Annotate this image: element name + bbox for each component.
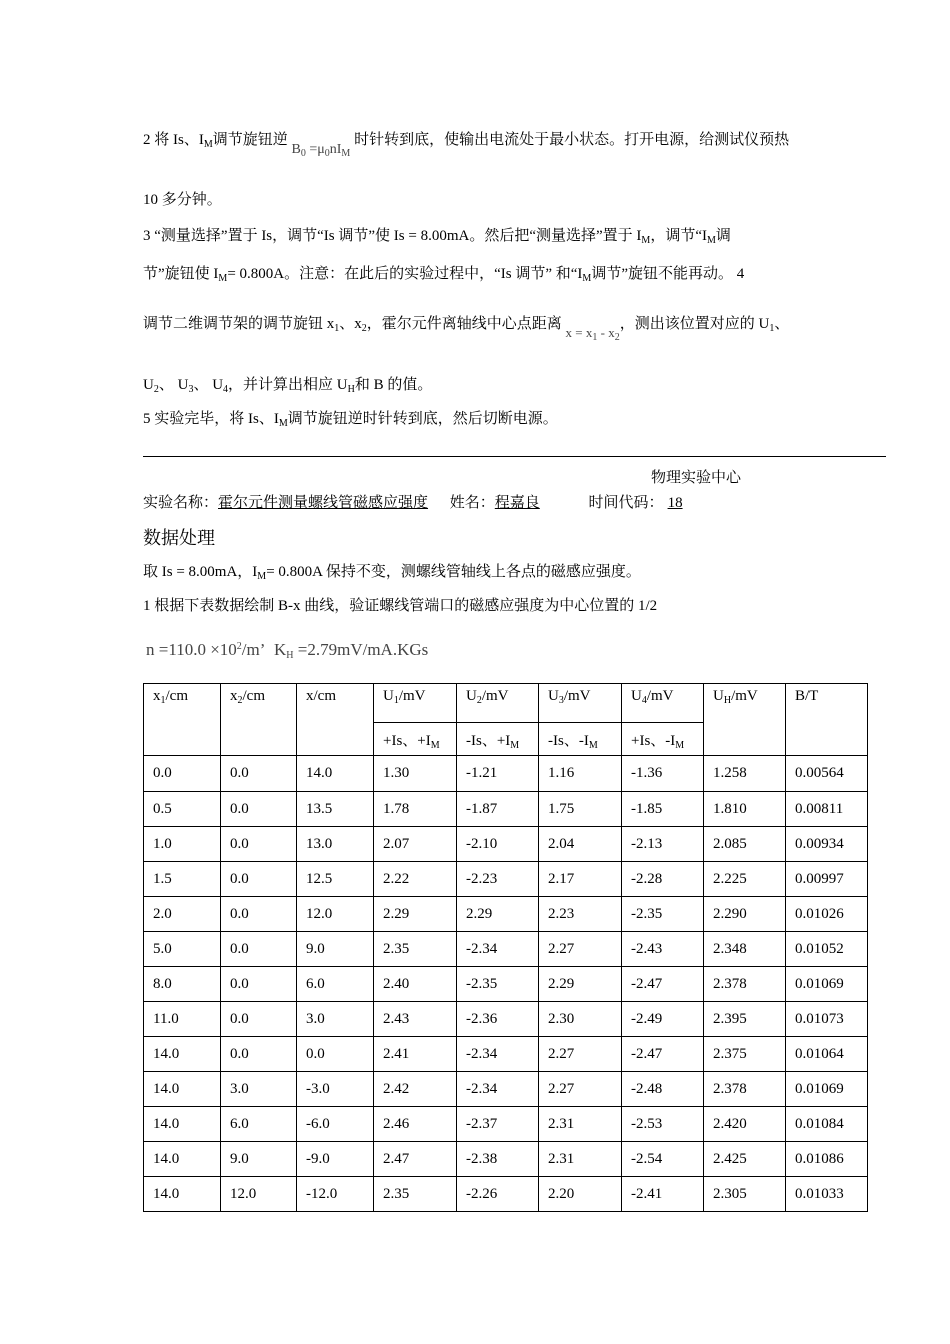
table-cell: 2.085 — [704, 827, 786, 862]
table-cell: 0.0 — [297, 1037, 374, 1072]
table-cell: 2.375 — [704, 1037, 786, 1072]
table-cell: 0.0 — [221, 1037, 297, 1072]
table-row — [144, 1002, 868, 1037]
table-cell: -1.87 — [457, 792, 539, 827]
table-cell: 2.225 — [704, 862, 786, 897]
parameters-line: $n =110.0 \times 10^2/m$’ $K_H =2.79mV/mA.KGs$ — [146, 640, 429, 661]
step3-line2: 节”旋钮使 $I_M= 0.800A$。注意：在此后的实验过程中，“Is 调节” 和“$I_M$调节”旋钮不能再动。 4 — [143, 266, 745, 284]
table-cell: 0.01052 — [786, 932, 868, 967]
table-cell: -2.53 — [622, 1107, 704, 1142]
table-cell: -2.38 — [457, 1142, 539, 1177]
table-cell: -2.47 — [622, 1037, 704, 1072]
table-cell: 1.810 — [704, 792, 786, 827]
table-cell: 2.378 — [704, 967, 786, 1002]
table-cell: 2.41 — [374, 1037, 457, 1072]
table-cell: -2.34 — [457, 1072, 539, 1107]
table-cell: 0.01064 — [786, 1037, 868, 1072]
table-cell: -2.49 — [622, 1002, 704, 1037]
table-cell: 2.40 — [374, 967, 457, 1002]
table-cell: -2.23 — [457, 862, 539, 897]
table-row — [144, 792, 868, 827]
table-cell: 2.29 — [374, 897, 457, 932]
step3-line1: 3 “测量选择”置于 Is，调节“Is 调节”使 Is = 8.00mA。然后把“测量选择”置于 $I_M$，调节“$I_M$调 — [143, 228, 731, 246]
table-cell: 8.0 — [144, 967, 221, 1002]
table-cell: -2.48 — [622, 1072, 704, 1107]
table-cell: 14.0 — [144, 1072, 221, 1107]
header-x2: $x_2/cm$ — [221, 684, 297, 756]
table-cell: 2.04 — [539, 827, 622, 862]
table-cell: -1.36 — [622, 756, 704, 792]
table-cell: -2.43 — [622, 932, 704, 967]
table-cell: -2.47 — [622, 967, 704, 1002]
table-row — [144, 897, 868, 932]
table-cell: 2.31 — [539, 1142, 622, 1177]
table-cell: 12.0 — [221, 1177, 297, 1212]
table-cell: 2.27 — [539, 1037, 622, 1072]
table-cell: 14.0 — [297, 756, 374, 792]
table-cell: 0.01069 — [786, 967, 868, 1002]
table-cell: 0.01069 — [786, 1072, 868, 1107]
table-cell: 2.30 — [539, 1002, 622, 1037]
step4-line1: 调节二维调节架的调节旋钮 $x_1$、$x_2$，霍尔元件离轴线中心点距离 $x = x_1 - x_2$，测出该位置对应的 $U_1$、 — [143, 316, 790, 343]
table-row — [144, 1177, 868, 1212]
student-name: 程嘉良 — [494, 495, 540, 511]
table-cell: 2.425 — [704, 1142, 786, 1177]
table-cell: 2.07 — [374, 827, 457, 862]
table-cell: 12.0 — [297, 897, 374, 932]
table-cell: 1.5 — [144, 862, 221, 897]
header-b: B/T — [786, 684, 868, 756]
table-cell: 2.348 — [704, 932, 786, 967]
table-cell: 1.78 — [374, 792, 457, 827]
table-cell: 2.420 — [704, 1107, 786, 1142]
table-cell: -2.35 — [622, 897, 704, 932]
table-cell: 1.258 — [704, 756, 786, 792]
section-title: 数据处理 — [143, 528, 215, 548]
table-cell: 0.01086 — [786, 1142, 868, 1177]
table-cell: 13.0 — [297, 827, 374, 862]
table-cell: 14.0 — [144, 1142, 221, 1177]
table-cell: 0.0 — [221, 932, 297, 967]
header-u2: $U_2/mV$ — [457, 684, 539, 723]
table-cell: 9.0 — [297, 932, 374, 967]
table-cell: 0.0 — [221, 756, 297, 792]
table-row — [144, 1107, 868, 1142]
table-cell: 2.23 — [539, 897, 622, 932]
table-cell: -2.35 — [457, 967, 539, 1002]
table-cell: 13.5 — [297, 792, 374, 827]
table-cell: 2.31 — [539, 1107, 622, 1142]
header-c2: -Is、$+I_M$ — [457, 723, 539, 756]
table-cell: -1.85 — [622, 792, 704, 827]
table-cell: 2.29 — [457, 897, 539, 932]
table-cell: 0.01084 — [786, 1107, 868, 1142]
table-cell: 2.29 — [539, 967, 622, 1002]
step5-line: 5 实验完毕，将 Is、$I_M$调节旋钮逆时针转到底，然后切断电源。 — [143, 411, 558, 429]
formula-b0: $B_0 =\mu_0nI_M$ — [291, 142, 351, 159]
time-code: 18 — [667, 495, 683, 511]
header-center: 物理实验中心 — [651, 470, 742, 486]
table-cell: 1.0 — [144, 827, 221, 862]
data-table — [143, 683, 868, 1212]
table-cell: 0.0 — [221, 897, 297, 932]
table-cell: 0.0 — [221, 862, 297, 897]
table-row — [144, 827, 868, 862]
table-cell: 2.22 — [374, 862, 457, 897]
table-cell: 2.305 — [704, 1177, 786, 1212]
table-cell: 2.0 — [144, 897, 221, 932]
condition-line: 取 Is = 8.00mA，$I_M= 0.800A$ 保持不变，测螺线管轴线上各点的磁感应强度。 — [143, 564, 641, 582]
header-u4: $U_4/mV$ — [622, 684, 704, 723]
table-cell: 2.35 — [374, 1177, 457, 1212]
step2-line2: 10 多分钟。 — [143, 192, 222, 208]
table-cell: 2.35 — [374, 932, 457, 967]
table-cell: 2.378 — [704, 1072, 786, 1107]
header-u1: $U_1/mV$ — [374, 684, 457, 723]
table-cell: 2.43 — [374, 1002, 457, 1037]
table-cell: 2.20 — [539, 1177, 622, 1212]
table-cell: -9.0 — [297, 1142, 374, 1177]
table-row — [144, 1037, 868, 1072]
table-row — [144, 756, 868, 792]
table-cell: 0.00997 — [786, 862, 868, 897]
step2-line1: 2 将 Is、$I_M$调节旋钮逆 $B_0 =\mu_0nI_M$ 时针转到底，使输出电流处于最小状态。打开电源，给测试仪预热 — [143, 132, 790, 159]
table-cell: 12.5 — [297, 862, 374, 897]
table-cell: 0.0 — [221, 967, 297, 1002]
experiment-name: 霍尔元件测量螺线管磁感应强度 — [218, 495, 429, 511]
table-cell: 3.0 — [297, 1002, 374, 1037]
table-row — [144, 967, 868, 1002]
table-cell: 2.47 — [374, 1142, 457, 1177]
table-row — [144, 932, 868, 967]
table-cell: -6.0 — [297, 1107, 374, 1142]
table-cell: 0.01033 — [786, 1177, 868, 1212]
table-cell: 14.0 — [144, 1037, 221, 1072]
table-cell: -2.26 — [457, 1177, 539, 1212]
table-cell: -2.54 — [622, 1142, 704, 1177]
table-cell: 0.00564 — [786, 756, 868, 792]
table-row — [144, 1142, 868, 1177]
table-cell: -2.13 — [622, 827, 704, 862]
table-header-row — [144, 684, 868, 723]
table-cell: 3.0 — [221, 1072, 297, 1107]
task-line: 1 根据下表数据绘制 B-x 曲线，验证螺线管端口的磁感应强度为中心位置的 1/2 — [143, 598, 658, 614]
formula-x: $x = x_1 - x_2$ — [565, 325, 620, 343]
table-cell: 2.17 — [539, 862, 622, 897]
table-cell: -12.0 — [297, 1177, 374, 1212]
table-cell: -2.28 — [622, 862, 704, 897]
header-x1: $x_1/cm$ — [144, 684, 221, 756]
table-cell: -2.36 — [457, 1002, 539, 1037]
header-u3: $U_3/mV$ — [539, 684, 622, 723]
table-cell: 1.75 — [539, 792, 622, 827]
table-row — [144, 1072, 868, 1107]
table-cell: 6.0 — [221, 1107, 297, 1142]
table-cell: 2.290 — [704, 897, 786, 932]
table-cell: -2.41 — [622, 1177, 704, 1212]
table-cell: 0.00934 — [786, 827, 868, 862]
header-c1: +Is、$+I_M$ — [374, 723, 457, 756]
page-divider — [143, 456, 886, 457]
header-c3: -Is、$-I_M$ — [539, 723, 622, 756]
header-x: x/cm — [297, 684, 374, 756]
table-cell: -1.21 — [457, 756, 539, 792]
table-cell: 1.16 — [539, 756, 622, 792]
table-cell: 5.0 — [144, 932, 221, 967]
table-cell: -3.0 — [297, 1072, 374, 1107]
table-cell: 2.46 — [374, 1107, 457, 1142]
table-cell: 0.01026 — [786, 897, 868, 932]
table-cell: 2.27 — [539, 932, 622, 967]
table-cell: 0.01073 — [786, 1002, 868, 1037]
table-cell: 14.0 — [144, 1107, 221, 1142]
table-cell: 2.395 — [704, 1002, 786, 1037]
table-cell: 0.00811 — [786, 792, 868, 827]
table-cell: 6.0 — [297, 967, 374, 1002]
table-cell: 0.0 — [144, 756, 221, 792]
table-cell: 2.27 — [539, 1072, 622, 1107]
table-cell: 0.0 — [221, 1002, 297, 1037]
table-cell: 0.0 — [221, 827, 297, 862]
table-cell: 11.0 — [144, 1002, 221, 1037]
header-info: 实验名称：霍尔元件测量螺线管磁感应强度 姓名：程嘉良 时间代码： 18 — [143, 491, 778, 512]
table-cell: -2.34 — [457, 1037, 539, 1072]
header-c4: +Is、$-I_M$ — [622, 723, 704, 756]
step4-line2: $U_2$、 $U_3$、 $U_4$，并计算出相应 $U_H$和 B 的值。 — [143, 377, 433, 395]
table-cell: 9.0 — [221, 1142, 297, 1177]
table-cell: 14.0 — [144, 1177, 221, 1212]
table-cell: -2.34 — [457, 932, 539, 967]
table-cell: -2.37 — [457, 1107, 539, 1142]
table-cell: 0.5 — [144, 792, 221, 827]
table-cell: 0.0 — [221, 792, 297, 827]
table-cell: 1.30 — [374, 756, 457, 792]
table-cell: -2.10 — [457, 827, 539, 862]
header-uh: $U_H/mV$ — [704, 684, 786, 756]
table-cell: 2.42 — [374, 1072, 457, 1107]
table-row — [144, 862, 868, 897]
